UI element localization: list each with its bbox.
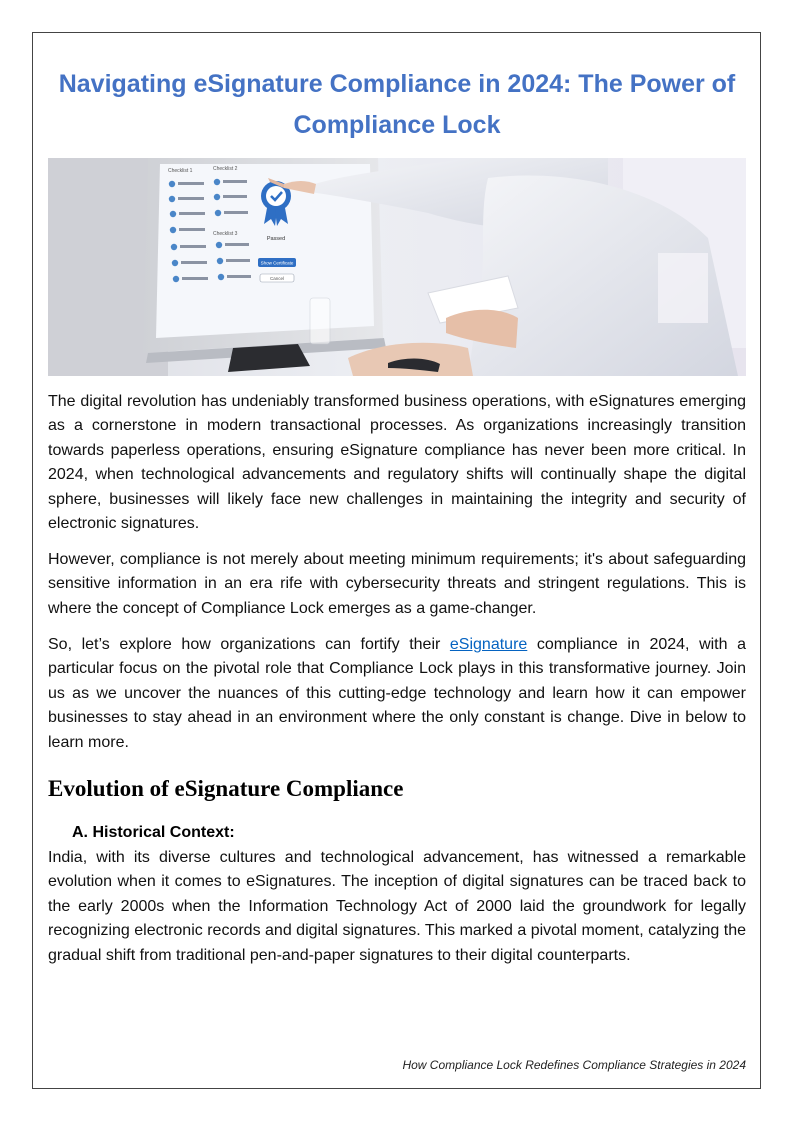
section-heading: Evolution of eSignature Compliance xyxy=(48,776,404,801)
screen-column-1: Checklist 1 xyxy=(168,168,193,174)
second-paragraph: However, compliance is not merely about meeting minimum requirements; it's about safeguarding sensitive information in an era rife with cybersecurity threats and stringent regulations. This is where the concept of Compliance Lock emerges as a game-changer. xyxy=(48,551,746,617)
badge-label: Passed xyxy=(266,236,286,242)
third-paragraph-end: compliance in 2024, with a particular focus on the pivotal role that Compliance Lock plays in this transformative journey. Join us as we uncover the nuances of this cutting-edge technology and learn how it can empower businesses to stay ahead in an environment where the only constant is change. Dive in below to learn more. xyxy=(48,636,746,751)
third-paragraph xyxy=(48,633,746,755)
page-footer: How Compliance Lock Redefines Compliance Strategies in 2024 xyxy=(402,1058,746,1072)
intro-paragraph: The digital revolution has undeniably transformed business operations, with eSignatures emerging as a cornerstone in modern transactional processes. As organizations increasingly transition towards paperless operations, ensuring eSignature compliance has never been more critical. In 2024, when technological advancements and regulatory shifts will continually shape the digital sphere, businesses will likely face new challenges in maintaining the integrity and security of electronic signatures. xyxy=(48,393,746,533)
screen-column-2: Checklist 2 xyxy=(213,166,238,172)
screen-column-3: Checklist 3 xyxy=(213,231,238,237)
hero-image xyxy=(48,158,746,376)
cancel-label: Cancel xyxy=(269,276,285,281)
esignature-link[interactable]: eSignature xyxy=(449,636,528,653)
historical-paragraph: India, with its diverse cultures and technological advancement, has witnessed a remarkable evolution when it comes to eSignatures. The inception of digital signatures can be traced back to the early 2000s when the Information Technology Act of 2000 laid the groundwork for legally recognizing electronic records and digital signatures. This marked a pivotal moment, catalyzing the gradual shift from traditional pen-and-paper signatures to their digital counterparts. xyxy=(48,849,746,964)
subsection-heading: A. Historical Context: xyxy=(72,824,235,841)
show-certificate-label: Show Certificate xyxy=(260,260,294,266)
hero-illustration xyxy=(48,158,746,376)
third-paragraph-start: So, let’s explore how organizations can fortify their xyxy=(48,636,450,653)
page-title: Navigating eSignature Compliance in 2024: The Power of Compliance Lock xyxy=(58,70,736,139)
